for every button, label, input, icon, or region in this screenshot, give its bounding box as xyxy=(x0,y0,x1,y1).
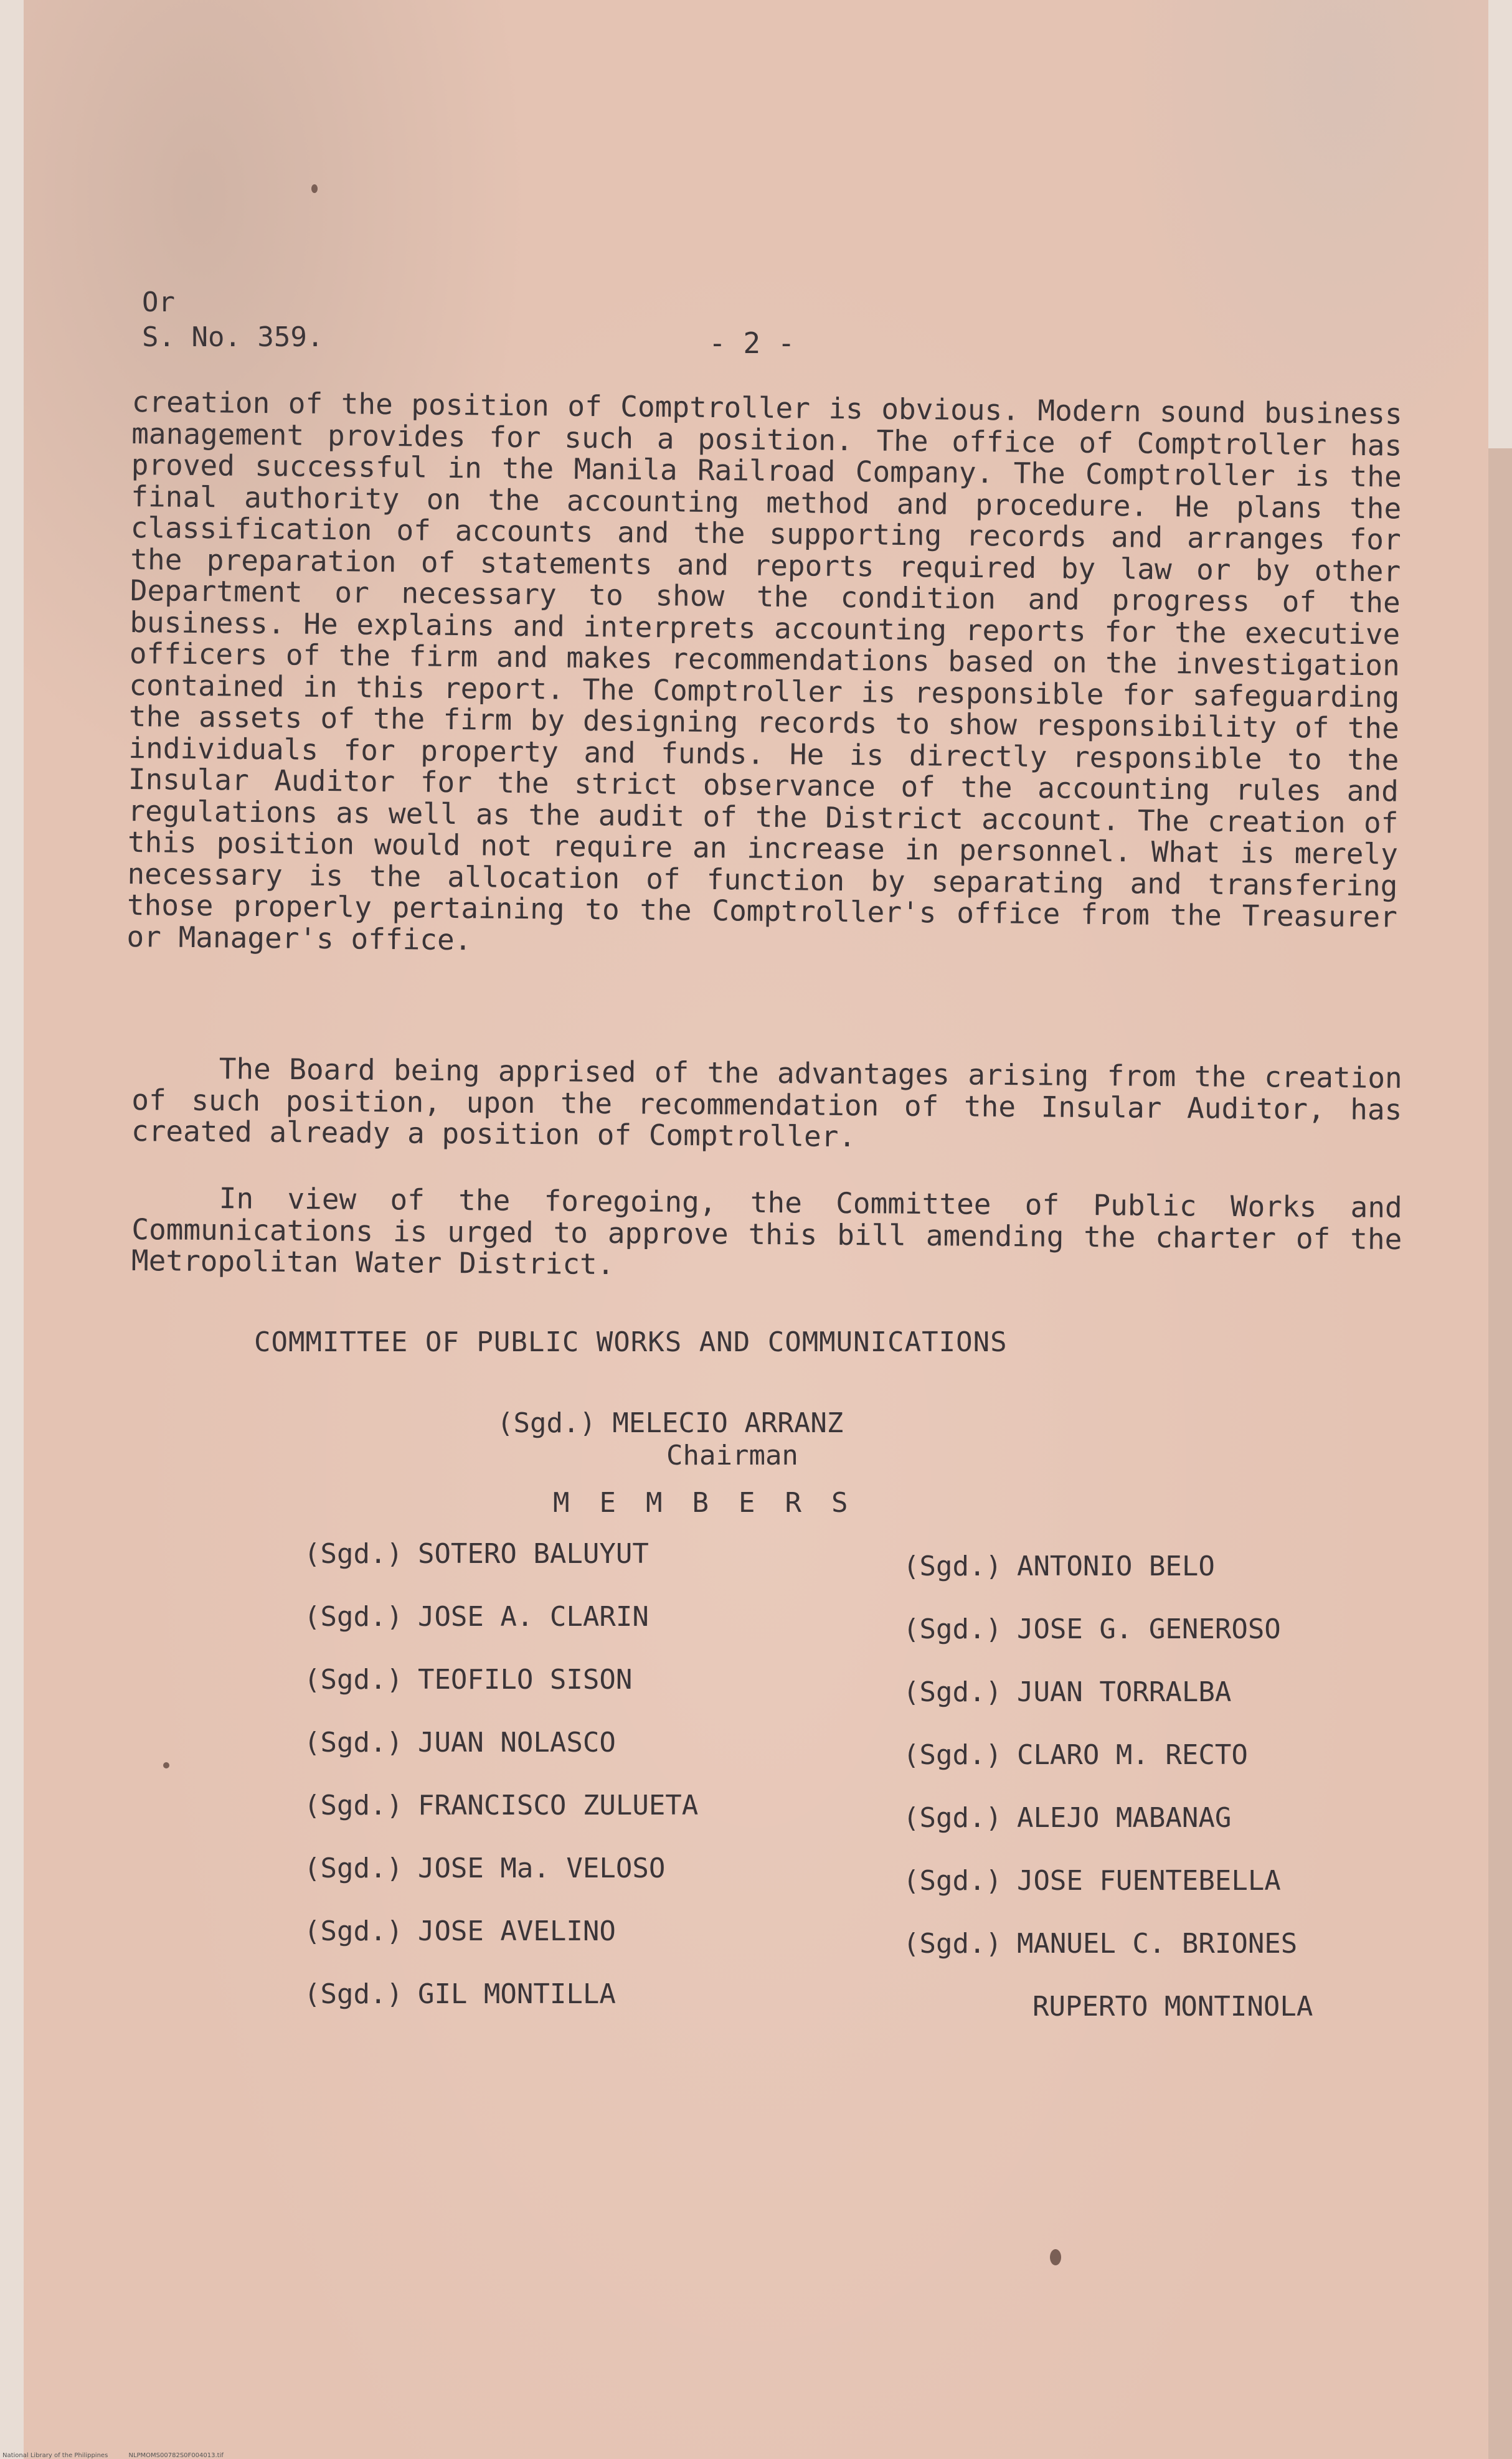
member-entry xyxy=(304,1853,698,1915)
member-name: JOSE G. GENEROSO xyxy=(1016,1613,1281,1645)
sgd-label: (Sgd.) xyxy=(304,1664,403,1696)
member-name: JUAN TORRALBA xyxy=(1016,1676,1232,1708)
member-entry xyxy=(304,1915,698,1978)
member-name: ALEJO MABANAG xyxy=(1016,1802,1232,1834)
members-right-column xyxy=(903,1550,1313,2054)
member-entry xyxy=(304,1664,698,1727)
archive-label: National Library of the Philippines xyxy=(2,2452,108,2459)
sgd-label: (Sgd.) xyxy=(903,1928,1002,1960)
sgd-label: (Sgd.) xyxy=(903,1676,1002,1708)
member-entry xyxy=(903,1676,1313,1739)
member-entry xyxy=(903,1613,1313,1676)
sgd-label: (Sgd.) xyxy=(304,1978,403,2010)
member-entry xyxy=(304,1601,698,1664)
sgd-label: (Sgd.) xyxy=(304,1538,403,1570)
member-name: JOSE A. CLARIN xyxy=(417,1601,649,1633)
member-name: JUAN NOLASCO xyxy=(417,1727,616,1758)
member-name: GIL MONTILLA xyxy=(417,1978,616,2010)
header-bill-number: S. No. 359. xyxy=(142,321,324,353)
member-entry xyxy=(903,1550,1313,1613)
archive-footer xyxy=(2,2452,224,2459)
sgd-label: (Sgd.) xyxy=(304,1727,403,1758)
body-paragraph-2: The Board being apprised of the advantages arising from the creation of such position, upon the recommendation of the Insular Auditor, has created already a position of Comptroller. xyxy=(131,1052,1402,1154)
sgd-label: (Sgd.) xyxy=(304,1853,403,1884)
sgd-label: (Sgd.) xyxy=(903,1613,1002,1645)
member-name: JOSE FUENTEBELLA xyxy=(1016,1865,1281,1897)
sgd-label: (Sgd.) xyxy=(903,1865,1002,1897)
member-name: SOTERO BALUYUT xyxy=(417,1538,649,1570)
member-name: ANTONIO BELO xyxy=(1016,1550,1215,1582)
committee-title: COMMITTEE OF PUBLIC WORKS AND COMMUNICATIONS xyxy=(254,1326,1008,1358)
members-heading: MEMBERS xyxy=(553,1487,878,1519)
stain-spot xyxy=(163,1762,169,1768)
page-number: - 2 - xyxy=(709,326,795,360)
sgd-label: (Sgd.) xyxy=(903,1739,1002,1771)
member-name: FRANCISCO ZULUETA xyxy=(417,1790,699,1821)
body-paragraph-3: In view of the foregoing, the Committee of Public Works and Communications is urged to approve this bill amending the charter of the Metropolitan Water District. xyxy=(131,1181,1402,1281)
member-entry xyxy=(304,1790,698,1853)
chairman-role: Chairman xyxy=(666,1440,798,1471)
stain-spot xyxy=(1050,2249,1061,2265)
member-entry xyxy=(903,1865,1313,1928)
member-entry xyxy=(304,1727,698,1790)
sgd-label: (Sgd.) xyxy=(304,1601,403,1633)
stain-spot xyxy=(311,184,318,193)
header-line-or: Or xyxy=(142,286,175,318)
members-left-column xyxy=(304,1538,698,2041)
member-name: CLARO M. RECTO xyxy=(1016,1739,1248,1771)
member-name: MANUEL C. BRIONES xyxy=(1016,1928,1298,1960)
body-paragraph-1: creation of the position of Comptroller is obvious. Modern sound business management provides for such a position. The office of Comptroller has proved successful in the Manila Railroad Company. The Comptroller is the final authority on the accounting method and procedure. He plans the classification of accounts and the supporting records and arranges for the preparation of statements and reports required by law or by other Department or necessary to show the condition and progress of the business. He explains and interprets accounting reports for the executive officers of the firm and makes recommendations based on the investigation contained in this report. The Comptroller is responsible for safeguarding the assets of the firm by designing records to show responsibility of the individuals for property and funds. He is directly responsible to the Insular Auditor for the strict observance of the accounting rules and regulations as well as the audit of the District account. The creation of this position would not require an increase in personnel. What is merely necessary is the allocation of function by separating and transfering those properly pertaining to the Comptroller's office from the Treasurer or Manager's office. xyxy=(126,385,1402,956)
member-name: TEOFILO SISON xyxy=(417,1664,633,1696)
member-entry xyxy=(903,1739,1313,1802)
member-name: RUPERTO MONTINOLA xyxy=(1032,1991,1313,2022)
page-edge-strip xyxy=(1488,448,1512,2459)
sgd-label: (Sgd.) xyxy=(304,1915,403,1947)
member-entry xyxy=(903,1802,1313,1865)
member-name: JOSE AVELINO xyxy=(417,1915,616,1947)
sgd-label: (Sgd.) xyxy=(903,1550,1002,1582)
member-name: JOSE Ma. VELOSO xyxy=(417,1853,666,1884)
member-entry-unsigned xyxy=(903,1991,1313,2054)
sgd-label: (Sgd.) xyxy=(304,1790,403,1821)
member-entry xyxy=(304,1978,698,2041)
archive-file-id: NLPMOMS00782S0F004013.tif xyxy=(128,2452,224,2459)
sgd-label: (Sgd.) xyxy=(903,1802,1002,1834)
member-entry xyxy=(903,1928,1313,1991)
chairman-signature: (Sgd.) MELECIO ARRANZ xyxy=(497,1407,844,1439)
member-entry xyxy=(304,1538,698,1601)
bill-reference xyxy=(142,285,323,355)
